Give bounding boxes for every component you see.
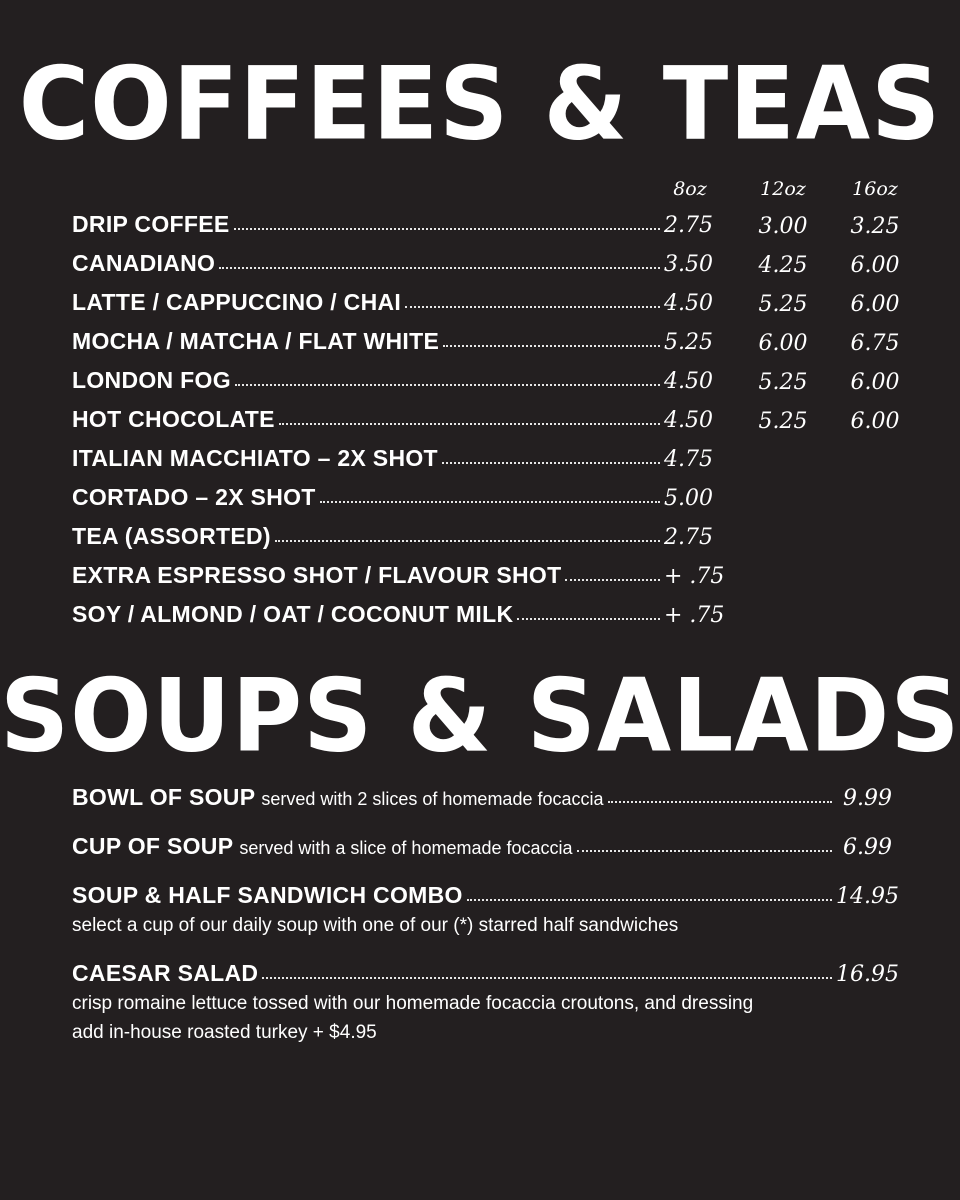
price-8oz: 4.50 (664, 408, 713, 433)
soup-item-price: 9.99 (843, 786, 892, 811)
soup-item-description: served with a slice of homemade focaccia (239, 838, 573, 858)
price-8oz: 4.50 (664, 291, 713, 316)
dot-leader (443, 344, 660, 347)
dot-leader (608, 800, 832, 803)
soups-salads-heading: SOUPS & SALADS (0, 657, 960, 775)
price-8oz: + .75 (664, 564, 725, 589)
soup-item-note: add in-house roasted turkey + $4.95 (72, 1022, 377, 1043)
dot-leader (262, 976, 832, 979)
dot-leader (565, 578, 660, 581)
price-12oz: 5.25 (758, 409, 808, 434)
soup-item-description: served with 2 slices of homemade focaccia (261, 789, 604, 809)
soup-item-price: 6.99 (843, 835, 892, 860)
price-8oz: 4.75 (664, 447, 713, 472)
soup-item-note: crisp romaine lettuce tossed with our homemade focaccia croutons, and dressing (72, 993, 754, 1014)
coffee-item-row (72, 328, 712, 360)
soup-item-name: BOWL OF SOUP (72, 784, 256, 810)
dot-leader (577, 849, 832, 852)
dot-leader (320, 500, 660, 503)
soup-item-row (72, 960, 899, 992)
coffee-item-name: TEA (ASSORTED) (72, 523, 271, 549)
coffee-item-row (72, 484, 712, 516)
price-8oz: 5.00 (664, 486, 713, 511)
dot-leader (442, 461, 660, 464)
soup-item-row (72, 784, 892, 816)
soup-item-row (72, 833, 892, 865)
price-12oz: 5.25 (758, 292, 808, 317)
price-8oz: 2.75 (664, 213, 713, 238)
size-8oz-header: 8oz (673, 178, 707, 200)
soup-item-name: CAESAR SALAD (72, 960, 259, 986)
coffee-item-name: ITALIAN MACCHIATO – 2X SHOT (72, 445, 438, 471)
price-8oz: 5.25 (664, 330, 713, 355)
coffee-item-row (72, 562, 725, 594)
price-12oz: 6.00 (758, 331, 808, 356)
size-16oz-header: 16oz (852, 178, 898, 200)
coffee-item-name: CANADIANO (72, 250, 216, 276)
dot-leader (275, 539, 660, 542)
price-12oz: 3.00 (758, 214, 808, 239)
coffee-item-name: LONDON FOG (72, 367, 231, 393)
coffee-item-name: SOY / ALMOND / OAT / COCONUT MILK (72, 601, 514, 627)
coffee-item-row (72, 250, 712, 282)
price-16oz: 3.25 (850, 214, 900, 239)
price-12oz: 5.25 (758, 370, 808, 395)
price-16oz: 6.75 (850, 331, 900, 356)
price-8oz: + .75 (664, 603, 725, 628)
price-16oz: 6.00 (850, 253, 900, 278)
price-8oz: 2.75 (664, 525, 713, 550)
coffee-item-row (72, 601, 725, 633)
price-16oz: 6.00 (850, 409, 900, 434)
soup-item-name: CUP OF SOUP (72, 833, 234, 859)
coffee-item-row (72, 367, 712, 399)
coffee-item-row (72, 406, 712, 438)
dot-leader (405, 305, 660, 308)
dot-leader (279, 422, 660, 425)
dot-leader (235, 383, 660, 386)
soup-item-price: 14.95 (836, 884, 899, 909)
coffee-item-name: HOT CHOCOLATE (72, 406, 275, 432)
price-16oz: 6.00 (850, 370, 900, 395)
soup-item-row (72, 882, 899, 914)
dot-leader (219, 266, 660, 269)
dot-leader (517, 617, 660, 620)
coffee-item-row (72, 289, 712, 321)
soup-item-note: select a cup of our daily soup with one of our (*) starred half sandwiches (72, 915, 679, 936)
coffee-item-row (72, 445, 712, 477)
coffee-item-row (72, 211, 712, 243)
soup-item-price: 16.95 (836, 962, 899, 987)
size-12oz-header: 12oz (760, 178, 806, 200)
coffee-item-name: LATTE / CAPPUCCINO / CHAI (72, 289, 402, 315)
price-8oz: 4.50 (664, 369, 713, 394)
coffee-item-name: CORTADO – 2X SHOT (72, 484, 316, 510)
dot-leader (467, 898, 832, 901)
dot-leader (234, 227, 660, 230)
price-8oz: 3.50 (664, 252, 713, 277)
coffees-teas-heading: COFFEES & TEAS (18, 45, 942, 163)
coffee-item-row (72, 523, 712, 555)
coffee-item-name: MOCHA / MATCHA / FLAT WHITE (72, 328, 440, 354)
coffee-item-name: DRIP COFFEE (72, 211, 230, 237)
coffee-item-name: EXTRA ESPRESSO SHOT / FLAVOUR SHOT (72, 562, 562, 588)
soup-item-name: SOUP & HALF SANDWICH COMBO (72, 882, 463, 908)
price-16oz: 6.00 (850, 292, 900, 317)
price-12oz: 4.25 (758, 253, 808, 278)
